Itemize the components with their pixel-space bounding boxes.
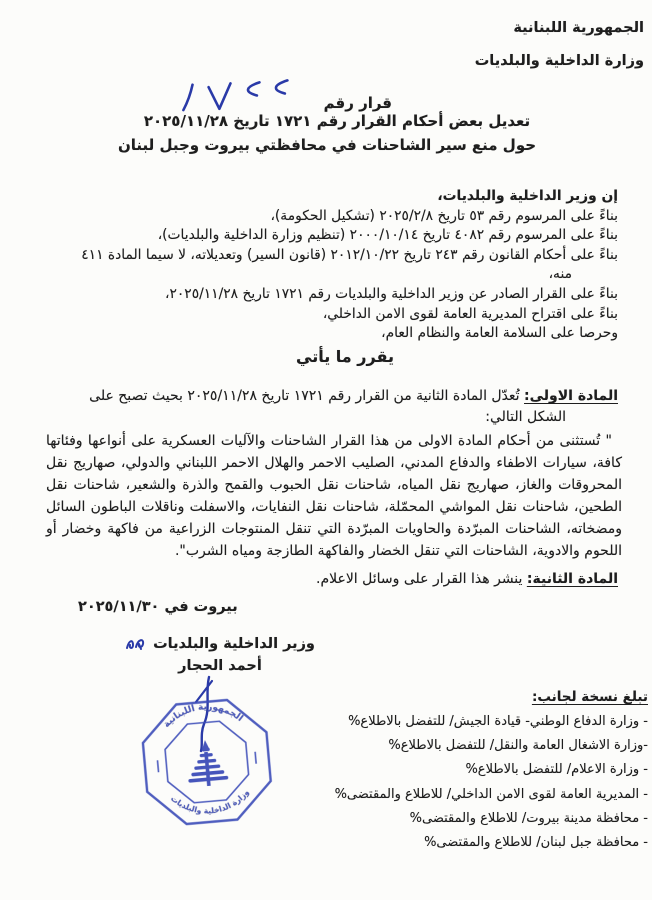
stamp-top-text: الجمهورية اللبنانية xyxy=(161,702,245,730)
handwriting-1722-icon xyxy=(177,77,306,115)
article-1-text: تُعدّل المادة الثانية من القرار رقم ١٧٢١ تاريخ ٢٠٢٥/١١/٢٨ بحيث تصبح على الشكل التالي: xyxy=(89,388,566,425)
preamble-opening: إن وزير الداخلية والبلديات، xyxy=(437,188,618,204)
decree-subject-line1: تعديل بعض أحكام القرار رقم ١٧٢١ تاريخ ٢٠٢٥/١١/٢٨ xyxy=(143,112,531,130)
ink-initial-mark-icon xyxy=(125,636,151,652)
preamble-clause: بناءً على أحكام القانون رقم ٢٤٣ تاريخ ٢٠١٢/١٠/٢٢ (قانون السير) وتعديلاته، لا سيما المادة ٤١١ منه، xyxy=(81,246,618,283)
signer-title-row xyxy=(102,633,338,655)
article-2 xyxy=(56,569,618,590)
decree-subject-line2: حول منع سير الشاحنات في محافظتي بيروت وجبل لبنان xyxy=(117,136,537,154)
ministry-stamp xyxy=(118,679,297,849)
distribution-item: - وزارة الدفاع الوطني- قيادة الجيش/ للتفضل بالاطلاع% xyxy=(348,714,648,729)
distribution-item: -وزارة الاشغال العامة والنقل/ للتفضل بالاطلاع% xyxy=(388,738,648,754)
preamble xyxy=(58,187,618,344)
stamp-bottom-text: وزارة الداخلية والبلديات xyxy=(169,787,251,816)
preamble-clause: بناءً على اقتراح المديرية العامة لقوى الامن الداخلي، xyxy=(322,305,618,322)
decree-phrase: يقرر ما يأتي xyxy=(296,347,394,366)
decree-number-label: قرار رقم xyxy=(323,94,392,112)
distribution-item: - المديرية العامة لقوى الامن الداخلي/ للاطلاع والمقتضى% xyxy=(334,786,648,802)
distribution-list xyxy=(335,689,648,855)
signer-name: أحمد الحجار xyxy=(178,658,262,674)
cedar-tree-icon xyxy=(185,738,229,787)
signer-title: وزير الداخلية والبلديات xyxy=(153,636,315,652)
distribution-item: - محافظة مدينة بيروت/ للاطلاع والمقتضى% xyxy=(409,810,648,826)
distribution-heading: تبلغ نسخة لجانب: xyxy=(531,689,648,705)
letterhead xyxy=(475,12,644,78)
distribution-item: - وزارة الاعلام/ للتفضل بالاطلاع% xyxy=(465,762,648,778)
exception-paragraph: " تُستثنى من أحكام المادة الاولى من هذا القرار الشاحنات والآليات العسكرية على أنواعها وفئاتها كافة، سيارات الاطفاء والدفاع المدني، الصليب الاحمر والهلال الاحمر اللبناني والدولي، صهاريج نقل المحروقات والغاز، صهاريج نقل المياه، شاحنات نقل الحبوب والقمح والذرة والشعير، شاحنات نقل الطحين، شاحنات نقل المواشي المحمّلة، شاحنات نقل النفايات، والاسفلت وناقلات الباطون السائل ومضخاته، الشاحنات المبرّدة والحاويات المبرّدة التي تنقل المنتوجات الزراعية من فاكهة وخضار أو اللحوم والادوية، الشاحنات التي تنقل الخضار والفاكهة الطازجة ومياه الشرب". xyxy=(46,433,622,559)
preamble-clause: بناءً على المرسوم رقم ٤٠٨٢ تاريخ ٢٠٠٠/١٠/١٤ (تنظيم وزارة الداخلية والبلديات)، xyxy=(157,227,618,244)
article-1-label: المادة الاولى: xyxy=(524,388,618,404)
letterhead-ministry: وزارة الداخلية والبلديات xyxy=(474,53,644,69)
preamble-clause: بناءً على المرسوم رقم ٥٣ تاريخ ٢٠٢٥/٢/٨ (تشكيل الحكومة)، xyxy=(270,207,618,224)
dateline: بيروت في ٢٠٢٥/١١/٣٠ xyxy=(78,599,238,615)
preamble-clause: بناءً على القرار الصادر عن وزير الداخلية والبلديات رقم ١٧٢١ تاريخ ٢٠٢٥/١١/٢٨، xyxy=(165,285,618,302)
article-1 xyxy=(56,386,618,428)
article-2-label: المادة الثانية: xyxy=(526,571,618,587)
stamp-octagon-icon xyxy=(118,679,297,845)
letterhead-country: الجمهورية اللبنانية xyxy=(513,20,644,36)
preamble-clause: وحرصا على السلامة العامة والنظام العام، xyxy=(381,325,618,342)
distribution-item: - محافظة جبل لبنان/ للاطلاع والمقتضى% xyxy=(424,835,648,851)
signature-block xyxy=(102,633,338,677)
article-2-text: ينشر هذا القرار على وسائل الاعلام. xyxy=(316,571,527,587)
